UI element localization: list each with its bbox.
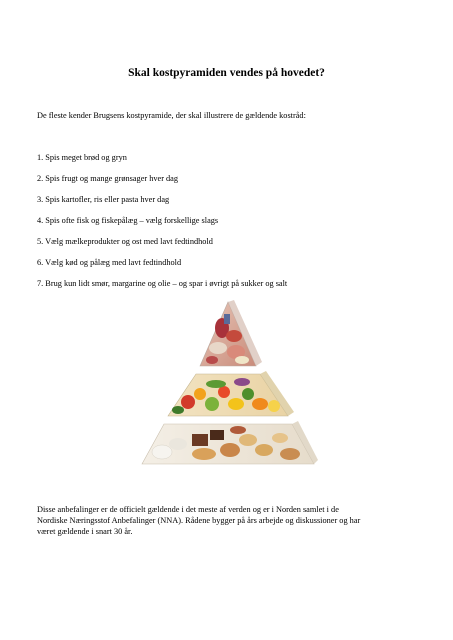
food-pyramid-image	[138, 298, 318, 468]
advice-item-7: 7. Brug kun lidt smør, margarine og olie – og spar i øvrigt på sukker og salt	[37, 279, 288, 288]
closing-line-1: Disse anbefalinger er de officielt gældende i det meste af verden og er i Norden samlet i de	[37, 505, 339, 514]
closing-line-2: Nordiske Næringsstof Anbefalinger (NNA). Rådene bygger på års arbejde og diskussioner og har	[37, 516, 361, 526]
advice-item-1: 1. Spis meget brød og gryn	[37, 153, 127, 162]
advice-item-4: 4. Spis ofte fisk og fiskepålæg – vælg forskellige slags	[37, 216, 219, 225]
advice-item-3: 3. Spis kartofler, ris eller pasta hver dag	[37, 195, 170, 204]
intro-paragraph: De fleste kender Brugsens kostpyramide, der skal illustrere de gældende kostråd:	[37, 111, 306, 120]
advice-item-6: 6. Vælg kød og pålæg med lavt fedtindhold	[37, 258, 182, 267]
closing-paragraph	[37, 504, 427, 538]
page-title: Skal kostpyramiden vendes på hovedet?	[128, 67, 325, 79]
advice-item-2: 2. Spis frugt og mange grønsager hver dag	[37, 174, 179, 183]
pyramid-bottom-tier	[142, 421, 318, 464]
pyramid-middle-tier	[168, 371, 294, 416]
advice-item-5: 5. Vælg mælkeprodukter og ost med lavt fedtindhold	[37, 237, 213, 246]
closing-line-3: været gældende i snart 30 år.	[37, 527, 133, 537]
pyramid-top-tier	[200, 300, 262, 366]
